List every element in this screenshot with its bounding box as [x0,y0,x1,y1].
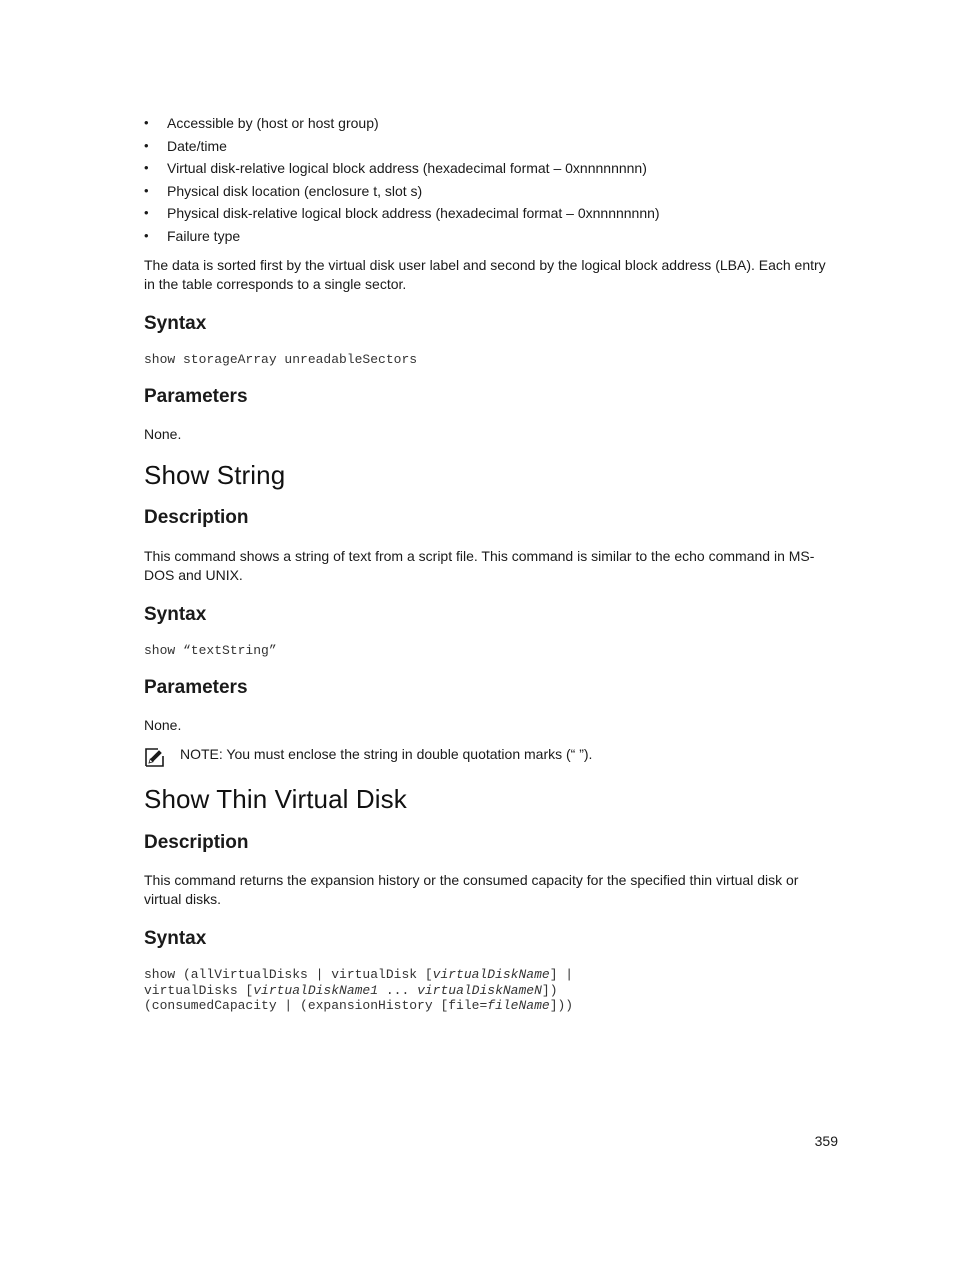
syntax-code-line [144,998,573,1014]
syntax-code: show storageArray unreadableSectors [144,352,418,367]
code-placeholder: virtualDiskNameN [417,983,542,998]
description-heading: Description [144,507,249,528]
list-item: • Failure type [144,225,660,248]
description-heading: Description [144,832,249,853]
code-fragment: ])) [549,998,574,1013]
syntax-heading: Syntax [144,313,207,334]
code-placeholder: virtualDiskName [432,967,550,982]
syntax-code: show “textString” [144,643,277,658]
list-item: • Physical disk location (enclosure t, slot s) [144,180,660,203]
code-placeholder: fileName [487,998,550,1013]
code-fragment: (consumedCapacity | (expansionHistory [file= [144,998,488,1013]
syntax-heading: Syntax [144,604,207,625]
note-body: You must enclose the string in double quotation marks (“ ”). [222,746,593,762]
syntax-code-line [144,983,558,999]
intro-paragraph: The data is sorted first by the virtual disk user label and second by the logical block address (LBA). Each entry in the table corresponds to a single sector. [144,257,826,292]
section-title-show-thin-virtual-disk: Show Thin Virtual Disk [144,784,407,814]
note-label: NOTE: [180,746,223,762]
page-number: 359 [814,1133,838,1149]
pencil-note-icon [144,747,165,768]
section-title-show-string: Show String [144,460,286,490]
note-text [180,744,592,764]
code-fragment: ... [378,983,418,998]
parameters-heading: Parameters [144,386,248,407]
code-fragment: ] | [549,967,574,982]
parameters-text: None. [144,717,182,733]
description-text: This command returns the expansion history or the consumed capacity for the specified thin virtual disk or virtual disks. [144,872,799,907]
code-fragment: show (allVirtualDisks | virtualDisk [ [144,967,433,982]
list-item: • Accessible by (host or host group) [144,112,660,135]
parameters-text: None. [144,426,182,442]
code-placeholder: virtualDiskName1 [253,983,379,998]
syntax-heading: Syntax [144,928,207,949]
parameters-heading: Parameters [144,677,248,698]
description-text: This command shows a string of text from a script file. This command is similar to the echo command in MS-DOS and UNIX. [144,548,815,583]
bullet-list [144,112,660,248]
list-item: • Physical disk-relative logical block address (hexadecimal format – 0xnnnnnnnn) [144,202,660,225]
code-fragment: virtualDisks [ [144,983,254,998]
list-item: • Date/time [144,135,660,158]
list-item: • Virtual disk-relative logical block address (hexadecimal format – 0xnnnnnnnn) [144,157,660,180]
syntax-code-line [144,967,573,983]
code-fragment: ]) [541,983,558,998]
